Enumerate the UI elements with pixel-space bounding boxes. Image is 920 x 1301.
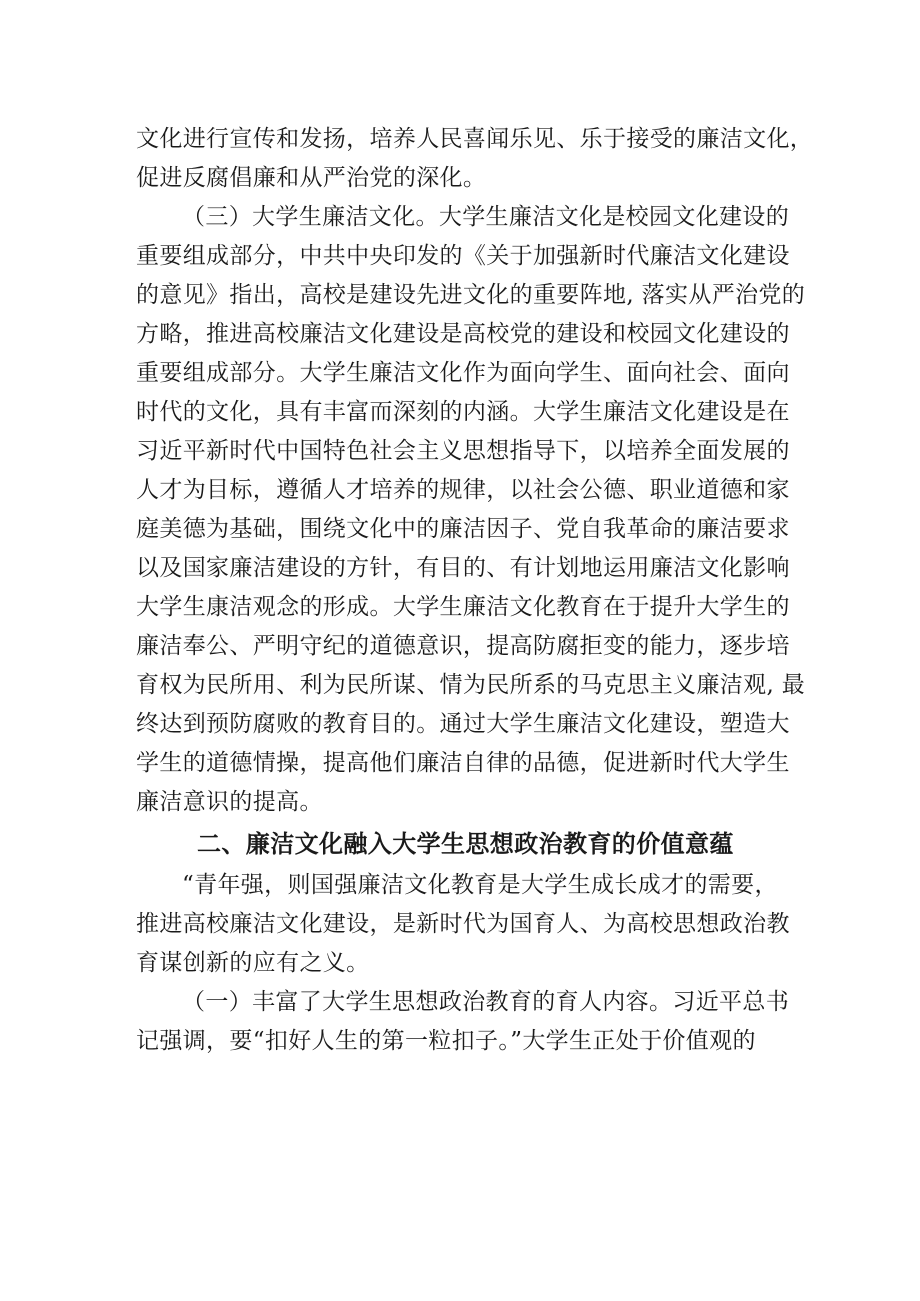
text-line: 庭美德为基础，围绕文化中的廉洁因子、党自我革命的廉洁要求 [136, 516, 790, 542]
text-line: 推进高校廉洁文化建设，是新时代为国育人、为高校思想政治教 [136, 911, 790, 937]
text-line: 大学生康洁观念的形成。大学生廉洁文化教育在于提升大学生的 [136, 594, 790, 620]
text-line: 记强调，要“扣好人生的第一粒扣子。”大学生正处于价值观的 [136, 1028, 756, 1054]
text-line: 方略，推进高校廉洁文化建设是高校党的建设和校园文化建设的 [136, 321, 790, 347]
text-line: 人才为目标，遵循人才培养的规律，以社会公德、职业道德和家 [136, 477, 790, 503]
section-heading: 二、廉洁文化融入大学生思想政治教育的价值意蕴 [197, 830, 734, 858]
paragraph-enriched-content [136, 983, 790, 1061]
text-line: （一）丰富了大学生思想政治教育的育人内容。习近平总书 [182, 989, 790, 1015]
text-line: 重要组成部分，中共中央印发的《关于加强新时代廉洁文化建设 [136, 243, 790, 269]
text-line: 育权为民所用、利为民所谋、情为民所系的马克思主义廉洁观, 最 [136, 672, 806, 698]
paragraph-continuation [136, 120, 814, 198]
text-line: 廉洁奉公、严明守纪的道德意识，提高防腐拒变的能力，逐步培 [136, 633, 790, 659]
text-line: 以及国家廉洁建设的方针，有目的、有计划地运用廉洁文化影响 [136, 555, 790, 581]
text-line: 廉洁意识的提高。 [136, 789, 323, 815]
text-line: 促进反腐倡廉和从严治党的深化。 [136, 165, 487, 191]
text-line: （三）大学生廉洁文化。大学生廉洁文化是校园文化建设的 [182, 204, 790, 230]
text-line: 时代的文化，具有丰富而深刻的内涵。大学生廉洁文化建设是在 [136, 399, 790, 425]
paragraph-youth-strong [136, 866, 790, 983]
document-body [136, 120, 814, 1061]
text-line: 重要组成部分。大学生廉洁文化作为面向学生、面向社会、面向 [136, 360, 790, 386]
text-line: 文化进行宣传和发扬，培养人民喜闻乐见、乐于接受的廉洁文化， [136, 126, 814, 152]
text-line: 终达到预防腐败的教育目的。通过大学生廉洁文化建设，塑造大 [136, 711, 790, 737]
text-line: 的意见》指出，高校是建设先进文化的重要阵地, 落实从严治党的 [136, 282, 806, 308]
text-line: “青年强，则国强廉洁文化教育是大学生成长成才的需要， [182, 872, 778, 898]
text-line: 习近平新时代中国特色社会主义思想指导下，以培养全面发展的 [136, 438, 790, 464]
text-line: 育谋创新的应有之义。 [136, 950, 370, 976]
paragraph-college-integrity-culture [136, 198, 806, 822]
text-line: 学生的道德情操，提高他们廉洁自律的品德，促进新时代大学生 [136, 750, 790, 776]
